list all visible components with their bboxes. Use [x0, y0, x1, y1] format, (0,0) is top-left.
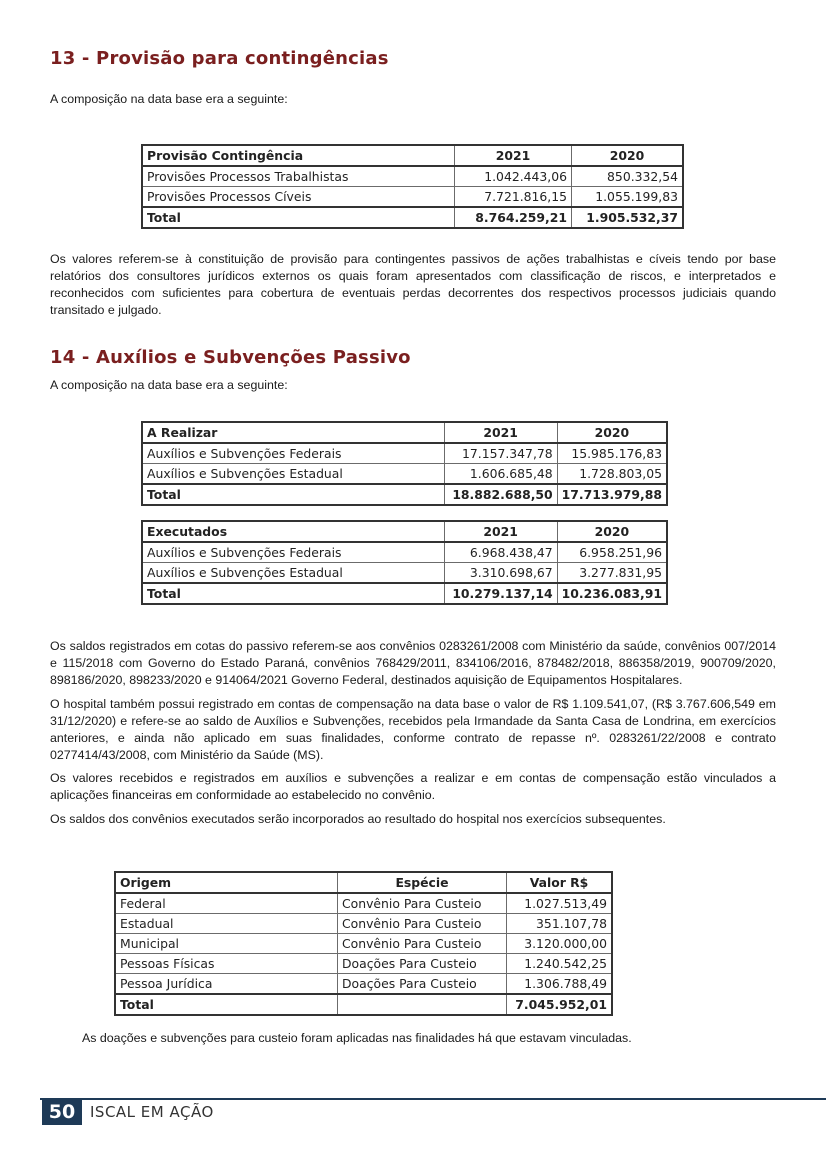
- table-row: [115, 974, 612, 995]
- section-13-intro: A composição na data base era a seguinte:: [50, 92, 288, 106]
- table-cell: 10.236.083,91: [557, 583, 667, 604]
- table-cell: 1.728.803,05: [557, 464, 667, 485]
- vinculados-paragraph: Os valores recebidos e registrados em auxílios e subvenções a realizar e em contas de compensação estão vinculados a aplicações financeiras em conformidade ao estabelecido no convênio.: [50, 771, 776, 802]
- table-row: [142, 464, 667, 485]
- section-14-intro: A composição na data base era a seguinte:: [50, 378, 288, 392]
- table-cell: Pessoas Físicas: [115, 954, 338, 974]
- table-cell: Auxílios e Subvenções Estadual: [142, 563, 444, 584]
- table-cell: Municipal: [115, 934, 338, 954]
- table-cell: Total: [115, 994, 338, 1015]
- table-cell: 17.713.979,88: [557, 484, 667, 505]
- closing-paragraph: As doações e subvenções para custeio foram aplicadas nas finalidades há que estavam vinculadas.: [82, 1031, 632, 1045]
- table-cell: Doações Para Custeio: [338, 974, 507, 995]
- col-header: A Realizar: [142, 422, 444, 443]
- footer-brand: ISCAL EM AÇÃO: [90, 1103, 214, 1121]
- section-13-title: 13 - Provisão para contingências: [50, 48, 389, 69]
- table-cell: Convênio Para Custeio: [338, 893, 507, 914]
- col-header: Espécie: [338, 872, 507, 893]
- table-row: [142, 166, 683, 187]
- table-cell: 8.764.259,21: [455, 207, 572, 228]
- total-row: [142, 484, 667, 505]
- col-header: 2021: [455, 145, 572, 166]
- table-row: [115, 954, 612, 974]
- col-header: 2020: [572, 145, 684, 166]
- total-row: [142, 583, 667, 604]
- col-header: Executados: [142, 521, 444, 542]
- table-cell: 850.332,54: [572, 166, 684, 187]
- a-realizar-table: [141, 421, 668, 506]
- table-cell: [338, 994, 507, 1015]
- section-13-paragraph: Os valores referem-se à constituição de provisão para contingentes passivos de ações trabalhistas e cíveis tendo por base relatórios dos consultores jurídicos externos os quais foram apresentados com classificação de riscos, e interpretados e reconhecidos com suficientes para cobertura de eventuais perdas decorrentes dos respectivos processos judiciais quando transitado e julgado.: [50, 252, 776, 317]
- table-cell: Total: [142, 484, 444, 505]
- table-cell: Total: [142, 207, 455, 228]
- col-header: Valor R$: [507, 872, 613, 893]
- table-cell: 351.107,78: [507, 914, 613, 934]
- table-row: [142, 542, 667, 563]
- table-cell: Doações Para Custeio: [338, 954, 507, 974]
- table-row: [142, 187, 683, 208]
- col-header: 2020: [557, 521, 667, 542]
- section-14-title: 14 - Auxílios e Subvenções Passivo: [50, 347, 411, 368]
- table-cell: 1.055.199,83: [572, 187, 684, 208]
- col-header: Origem: [115, 872, 338, 893]
- table-cell: 1.240.542,25: [507, 954, 613, 974]
- origem-table: [114, 871, 613, 1016]
- convenios-paragraph: Os saldos registrados em cotas do passivo referem-se aos convênios 0283261/2008 com Ministério da saúde, convênios 007/2014 e 115/2018 com Governo do Estado Paraná, convênios 768429/2011, 834106/2016, 878482/2018, 886358/2019, 900709/2020, 898186/2020, 898233/2020 e 914064/2021 Governo Federal, destinados aquisição de Equipamentos Hospitalares.: [50, 639, 776, 687]
- total-row: [142, 207, 683, 228]
- table-row: [142, 563, 667, 584]
- table-cell: 10.279.137,14: [444, 583, 557, 604]
- total-row: [115, 994, 612, 1015]
- table-cell: 6.958.251,96: [557, 542, 667, 563]
- table-cell: 18.882.688,50: [444, 484, 557, 505]
- table-cell: Provisões Processos Trabalhistas: [142, 166, 455, 187]
- table-cell: Provisões Processos Cíveis: [142, 187, 455, 208]
- table-cell: 3.277.831,95: [557, 563, 667, 584]
- table-cell: Federal: [115, 893, 338, 914]
- table-cell: Convênio Para Custeio: [338, 914, 507, 934]
- table-cell: Estadual: [115, 914, 338, 934]
- executados-table: [141, 520, 668, 605]
- table-cell: 15.985.176,83: [557, 443, 667, 464]
- table-cell: Convênio Para Custeio: [338, 934, 507, 954]
- page-number: 50: [42, 1099, 82, 1125]
- table-cell: Total: [142, 583, 444, 604]
- col-header: 2021: [444, 422, 557, 443]
- table-cell: 1.306.788,49: [507, 974, 613, 995]
- table-row: [115, 893, 612, 914]
- compensacao-paragraph: O hospital também possui registrado em contas de compensação na data base o valor de R$ 1.109.541,07, (R$ 3.767.606,549 em 31/12/2020) e refere-se ao saldo de Auxílios e Subvenções, recebidos pela Irmandade da Santa Casa de Londrina, em exercícios anteriores, e ainda não aplicado em suas finalidades, conforme contrato de repasse nº. 0283261/22/2008 e contrato 0277414/43/2008, com Ministério da Saúde (MS).: [50, 697, 776, 762]
- col-header: 2021: [444, 521, 557, 542]
- footer-divider: [40, 1098, 826, 1100]
- table-row: [115, 934, 612, 954]
- table-cell: Pessoa Jurídica: [115, 974, 338, 995]
- table-cell: 3.310.698,67: [444, 563, 557, 584]
- table-cell: Auxílios e Subvenções Federais: [142, 542, 444, 563]
- table-cell: 7.045.952,01: [507, 994, 613, 1015]
- table-cell: 1.905.532,37: [572, 207, 684, 228]
- table-cell: 1.042.443,06: [455, 166, 572, 187]
- table-cell: 17.157.347,78: [444, 443, 557, 464]
- provisao-table: [141, 144, 684, 229]
- table-cell: 1.606.685,48: [444, 464, 557, 485]
- executados-paragraph: Os saldos dos convênios executados serão incorporados ao resultado do hospital nos exercícios subsequentes.: [50, 812, 666, 826]
- col-header: Provisão Contingência: [142, 145, 455, 166]
- table-cell: Auxílios e Subvenções Estadual: [142, 464, 444, 485]
- table-cell: 6.968.438,47: [444, 542, 557, 563]
- table-cell: 3.120.000,00: [507, 934, 613, 954]
- table-cell: Auxílios e Subvenções Federais: [142, 443, 444, 464]
- table-row: [142, 443, 667, 464]
- table-row: [115, 914, 612, 934]
- table-cell: 7.721.816,15: [455, 187, 572, 208]
- table-cell: 1.027.513,49: [507, 893, 613, 914]
- col-header: 2020: [557, 422, 667, 443]
